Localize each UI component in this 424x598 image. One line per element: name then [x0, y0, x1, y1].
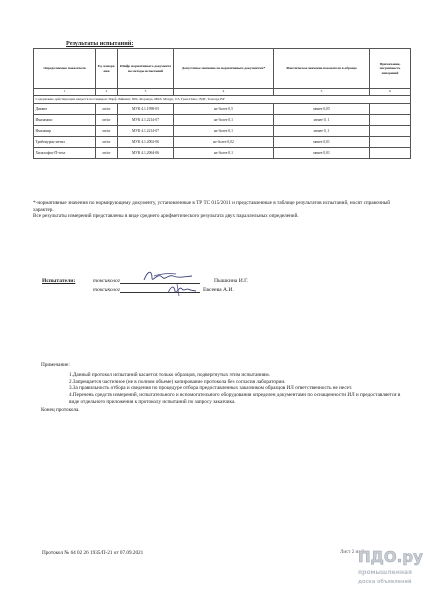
table-cell: МУК 4.1.2214-07 — [118, 115, 174, 126]
signer-role: токсиколог — [93, 278, 121, 284]
table-cell: менее 0, 1 — [274, 126, 370, 137]
table-cell: мг/кг — [96, 148, 118, 159]
table-row — [34, 137, 411, 148]
handwritten-signature — [165, 282, 199, 298]
signer-name: Пышкина И.Г. — [214, 278, 249, 284]
header-note: Примечание, погрешность измерений — [370, 49, 411, 89]
column-number: 1 — [34, 89, 96, 96]
table-cell — [370, 104, 411, 115]
signatures-block — [0, 260, 424, 300]
notes-section — [33, 362, 408, 413]
table-cell: МУК 4.1.2002-06 — [118, 137, 174, 148]
table-cell: МУК 4.1.2064-06 — [118, 148, 174, 159]
table-cell — [370, 115, 411, 126]
table-row — [34, 148, 411, 159]
footnote-normative: *-нормативные значения по нормирующему документу, установленные в ТР ТС 015/2011 и представленные в таблице результатов испытаний, носят справочный характер. — [33, 200, 391, 213]
column-number: 3 — [118, 89, 174, 96]
table-row — [34, 104, 411, 115]
note-item: 2.Запрещается частичное (не в полном объеме) копирование протокола без согласия лаборатории. — [69, 378, 286, 385]
table-cell: менее 0,01 — [274, 137, 370, 148]
table-header-row — [34, 49, 411, 89]
table-cell: Имазамокс — [34, 115, 96, 126]
protocol-end: Конец протокола. — [41, 406, 80, 413]
watermark-line: доска объявлений — [358, 579, 412, 585]
signer-name: Евсеева А.И. — [203, 287, 234, 293]
header-method-code: Шифр нормативного документа на методы испытаний — [118, 49, 174, 89]
page-number: Лист 2 из 2 — [340, 550, 364, 555]
table-cell: мг/кг — [96, 126, 118, 137]
header-actual-value: Фактическое значение показателя в образце — [274, 49, 370, 89]
table-cell: менее 0, 1 — [274, 115, 370, 126]
table-row — [34, 126, 411, 137]
results-section-title: Результаты испытаний: — [66, 40, 134, 47]
protocol-number-footer: Протокол № 64 02 26 1935/П-21 от 07.09.2021 — [42, 550, 144, 556]
table-cell: Трибенурон-метил — [34, 137, 96, 148]
table-cell: мг/кг — [96, 137, 118, 148]
table-cell: мг/кг — [96, 104, 118, 115]
column-number: 6 — [370, 89, 411, 96]
watermark-line: промышленная — [358, 569, 412, 576]
column-number: 5 — [274, 89, 370, 96]
table-row — [34, 115, 411, 126]
pesticide-content-label: Содержание действующих веществ пестицидов: Парф Лайнинг, ЗРК, Форнада, МКЗ, Мацур, 0.3, Гран-Плюс, ВДГ, Тонгард ВР — [34, 96, 411, 104]
table-cell: Диквит — [34, 104, 96, 115]
table-cell — [370, 148, 411, 159]
column-number-row — [34, 89, 411, 96]
table-cell — [370, 137, 411, 148]
footnote-averaging: Все результаты измерений представлены в виде среднего арифметического результата двух параллельных определений. — [33, 213, 299, 219]
table-cell: не более 0,02 — [174, 137, 274, 148]
note-item: 4.Перечень средств измерений, испытательного и вспомогательного оборудования определен документами по оснащенности ИЛ и предоставляется в виде отдельного приложения к протоколу испытаний по запросу заказчика. — [69, 392, 401, 405]
note-item: 1.Данный протокол испытаний касается только образцов, подвергнутых этим испытаниям. — [69, 371, 270, 378]
table-cell: МУК 4.1.2214-07 — [118, 126, 174, 137]
header-indicator: Определяемые показатели — [34, 49, 96, 89]
column-number: 4 — [174, 89, 274, 96]
testers-heading: Испытатели: — [42, 278, 76, 284]
table-cell: Хизалофоп-П-этил — [34, 148, 96, 159]
table-cell: не более 0,1 — [174, 115, 274, 126]
table-cell: не более 0,1 — [174, 148, 274, 159]
footnote — [33, 200, 408, 220]
table-cell: не более 0,5 — [174, 104, 274, 115]
table-cell: менее 0,01 — [274, 148, 370, 159]
header-allowed-value: Допустимое значение по нормативным документам* — [174, 49, 274, 89]
signer-role: токсиколог — [93, 287, 121, 293]
header-unit: Ед. измере-ния — [96, 49, 118, 89]
table-cell: менее 0,05 — [274, 104, 370, 115]
notes-heading: Примечание: — [41, 362, 70, 368]
table-cell — [370, 126, 411, 137]
note-item: 3.За правильность отбора и сведения по процедуре отбора предоставленных заказчиком образцов ИЛ ответственность не несет. — [69, 385, 353, 392]
watermark-brand: ПДО.ру — [358, 548, 423, 566]
pdo-watermark-logo — [352, 528, 424, 598]
table-cell: не более 0,1 — [174, 126, 274, 137]
table-cell: мг/кг — [96, 115, 118, 126]
column-number: 2 — [96, 89, 118, 96]
pesticide-content-row — [34, 96, 411, 104]
table-cell: МУК 4.1.1998-05 — [118, 104, 174, 115]
results-table — [33, 48, 411, 159]
table-cell: Имазапир — [34, 126, 96, 137]
